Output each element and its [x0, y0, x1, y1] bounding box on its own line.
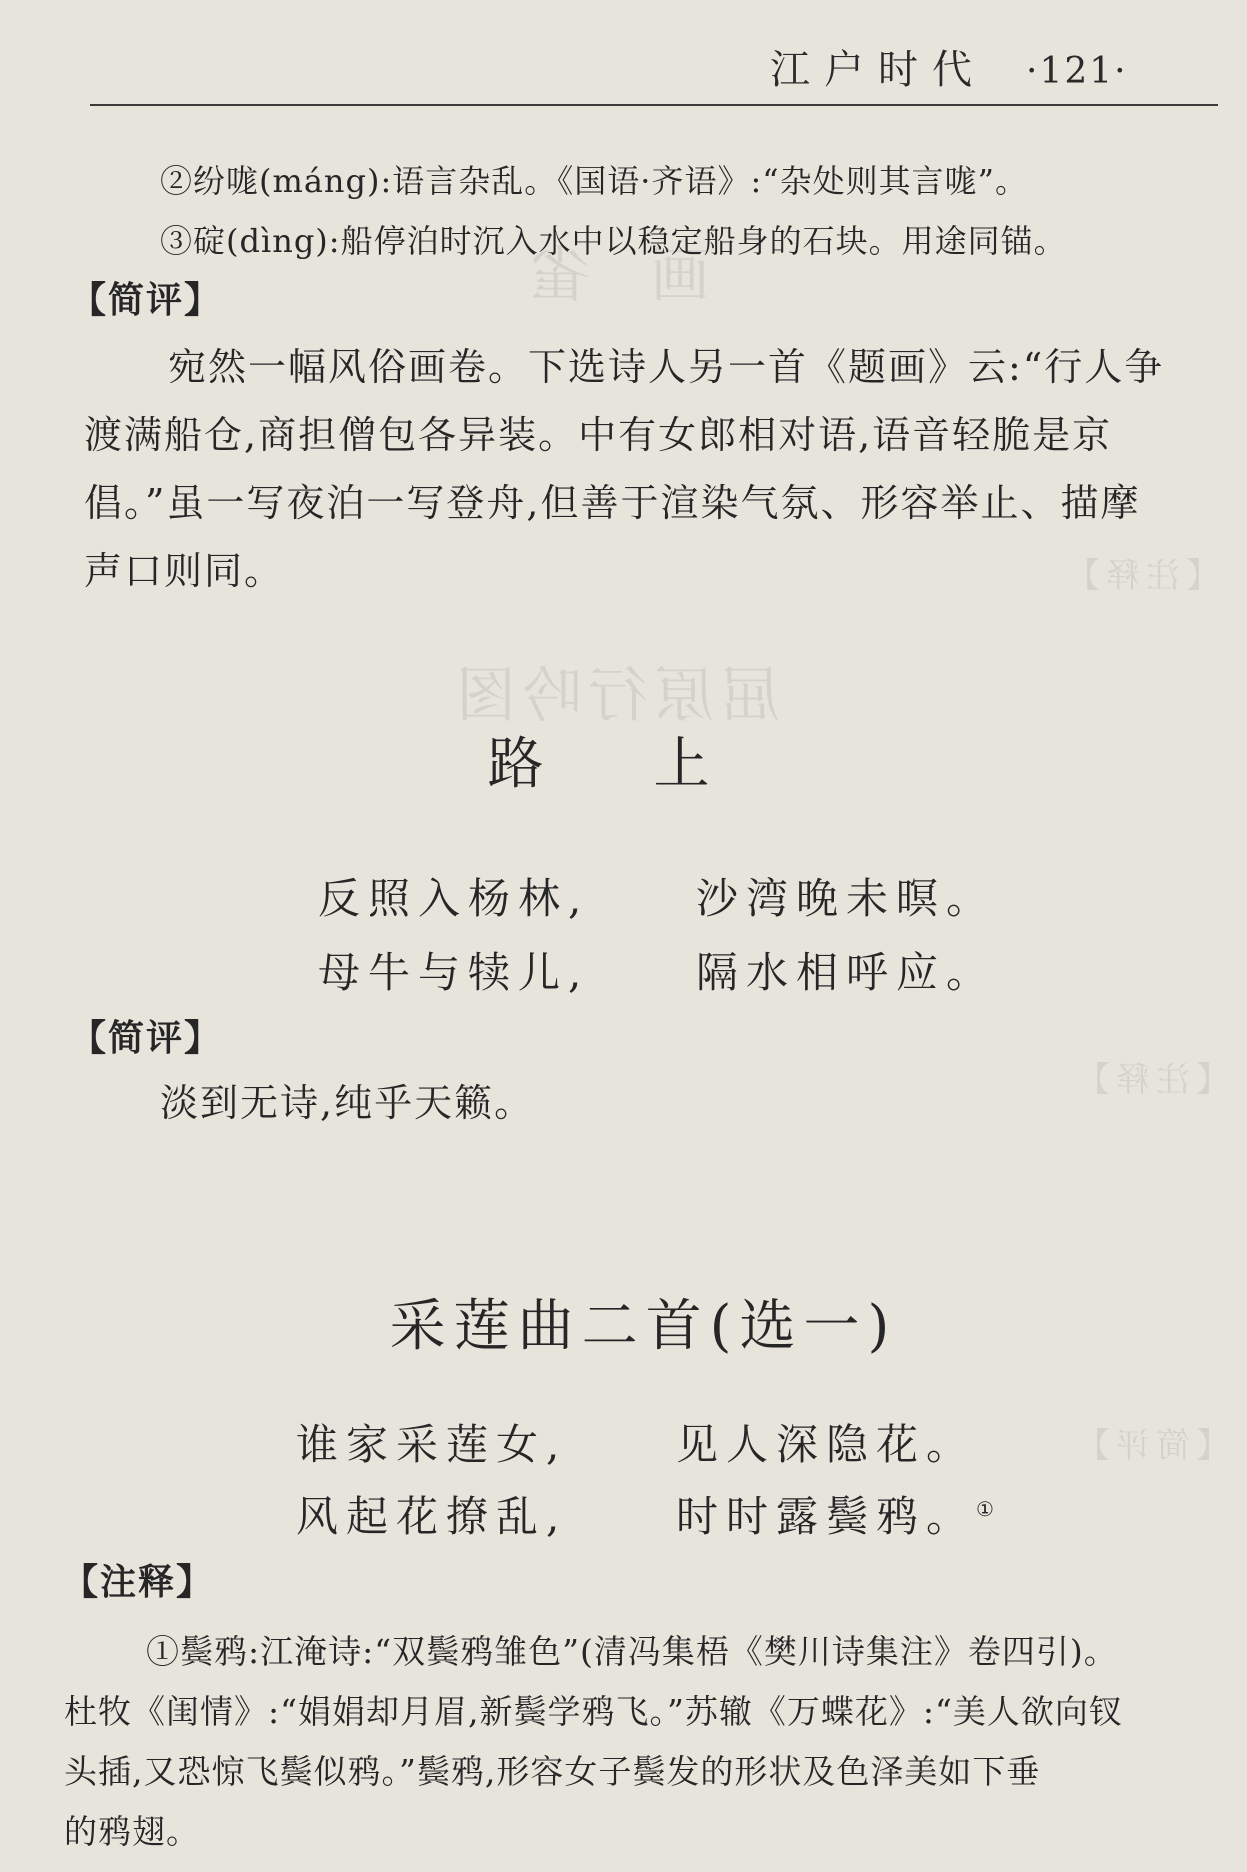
- poem-1-title: 路上: [487, 732, 820, 797]
- header-rule: [90, 104, 1218, 106]
- note-bottom-line-4: 的鸦翅。: [64, 1812, 200, 1851]
- show-through-label-1: 【注释】: [1060, 556, 1220, 596]
- running-header: [770, 38, 1128, 95]
- poem-2-title: 采莲曲二首(选一): [389, 1294, 898, 1359]
- comment-1-line-3: 倡。”虽一写夜泊一写登舟,但善于渲染气氛、形容举止、描摩: [84, 481, 1141, 525]
- show-through-title-2: 屈原行吟图: [450, 661, 780, 731]
- comment-2-text: 淡到无诗,纯乎天籁。: [160, 1081, 535, 1125]
- comment-1-line-2: 渡满船仓,商担僧包各异装。中有女郎相对语,语音轻脆是京: [84, 413, 1113, 457]
- footnote-ref-1: ①: [976, 1497, 994, 1521]
- show-through-label-2: 【注释】: [1070, 1060, 1230, 1100]
- poem-2-line-1b: 见人深隐花。: [676, 1420, 977, 1469]
- header-title: 江户时代: [770, 47, 986, 93]
- show-through-label-3: 【简评】: [1070, 1426, 1230, 1466]
- notes-label: 【注释】: [62, 1562, 215, 1603]
- comment-label-1: 【简评】: [70, 280, 223, 321]
- note-3: ③碇(dìng):船停泊时沉入水中以稳定船身的石块。用途同锚。: [160, 222, 1067, 260]
- note-bottom-line-1: ①鬓鸦:江淹诗:“双鬓鸦雏色”(清冯集梧《樊川诗集注》卷四引)。: [146, 1632, 1118, 1671]
- poem-2-line-2b-text: 时时露鬓鸦。: [676, 1492, 977, 1541]
- note-2: ②纷哤(máng):语言杂乱。《国语·齐语》:“杂处则其言哤”。: [160, 162, 1028, 200]
- poem-1-line-1b: 沙湾晚未暝。: [696, 874, 997, 923]
- comment-1-line-1: 宛然一幅风俗画卷。下选诗人另一首《题画》云:“行人争: [168, 345, 1165, 389]
- note-bottom-line-3: 头插,又恐惊飞鬓似鸦。”鬓鸦,形容女子鬓发的形状及色泽美如下垂: [64, 1752, 1041, 1791]
- comment-1-line-4: 声口则同。: [84, 549, 285, 593]
- poem-1-line-1a: 反照入杨林,: [318, 874, 590, 923]
- comment-label-2: 【简评】: [70, 1018, 223, 1059]
- page-number: ·121·: [1026, 51, 1128, 92]
- poem-2-line-1a: 谁家采莲女,: [296, 1420, 568, 1469]
- poem-2-line-2a: 风起花撩乱,: [296, 1492, 568, 1541]
- poem-1-line-2a: 母牛与犊儿,: [318, 948, 590, 997]
- poem-1-line-2b: 隔水相呼应。: [696, 948, 997, 997]
- poem-2-line-2b: [676, 1484, 994, 1544]
- show-through-title-1: 画雀: [470, 241, 710, 311]
- note-bottom-line-2: 杜牧《闺情》:“娟娟却月眉,新鬓学鸦飞。”苏辙《万蝶花》:“美人欲向钗: [64, 1692, 1123, 1731]
